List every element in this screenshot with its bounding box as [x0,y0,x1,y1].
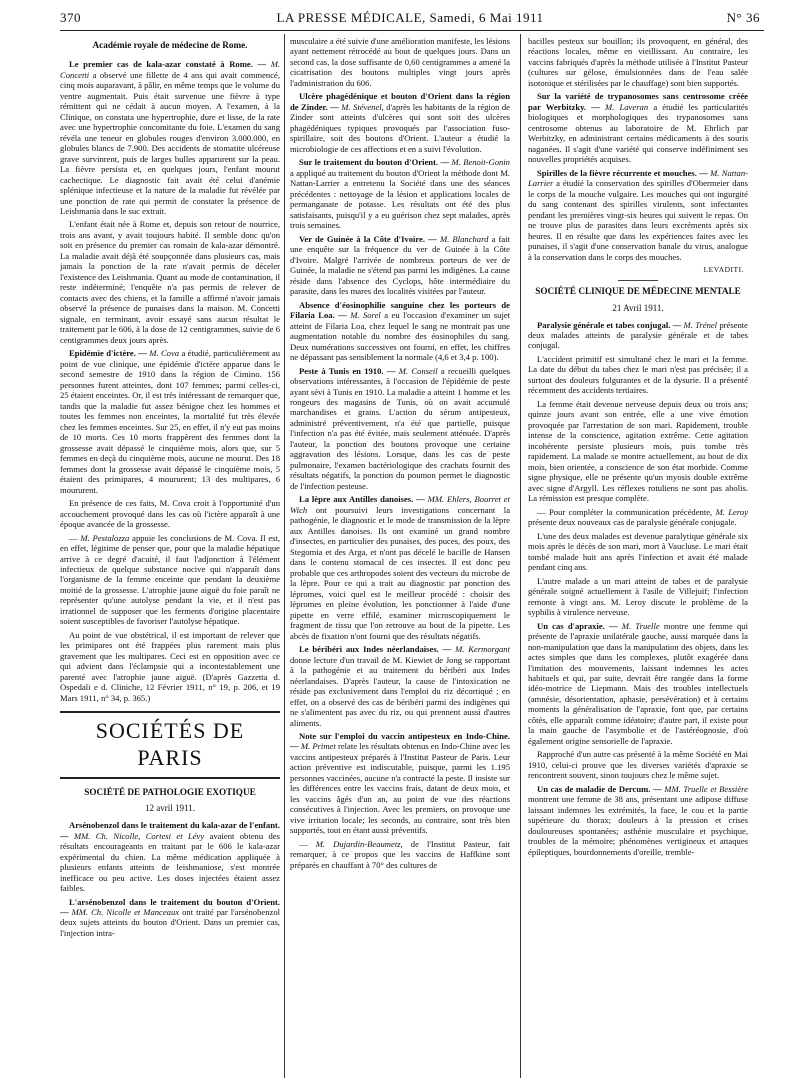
article-title: Un cas de maladie de Dercum. — [537,783,662,794]
article-title: Epidémie d'ictère. — [69,348,147,359]
session-date: 21 Avril 1911. [612,302,664,313]
signature: LEVADITI. [703,265,744,275]
article-author: M. Truelle [621,620,660,631]
article-author: MM. Ehlers, Bourret et Wich [290,494,510,515]
article-author: M. Pestalozza [80,532,130,543]
article-paralysie [528,320,748,351]
article-title: Peste à Tunis en 1910. — [299,365,396,376]
article-leroy [528,507,748,528]
article-title: Le béribéri aux Indes néerlandaises. — [299,644,452,655]
article-dujardin: — M. Dujardin-Beaumetz, de l'Institut Pasteur, fait remarquer, à ce propos que les vaccins de Haffkine sont préparés en chauffant à 70° des cultures de [290,838,510,870]
article-arsenobenzol [60,820,280,893]
article-author: M. Trénel [683,319,718,330]
column-2 [290,36,510,1076]
article-author: M. Laveran [605,101,649,112]
article-kala-azar [60,59,280,216]
article-title: Absence d'éosinophilie sanguine chez les porteurs de Filaria Loa. — [290,299,510,321]
article-author: M. Nattan-Larrier [528,167,748,189]
article-title: L'arsénobenzol dans le traitement du bouton d'Orient. — [60,896,280,917]
article-body: d'après les habitants de la région de Zinder sont atteints d'ulcères qui sont soit des ulcères phagédéniques typiques provoqués par l'association fuso-spirillaire, soit des boutons d'Orient. L'auteur a étudié la microbiologie de ces affections et en a suivi l'évolution. [290,101,510,154]
journal-title: LA PRESSE MÉDICALE, Samedi, 6 Mai 1911 [276,10,544,25]
societes-heading: SOCIÉTÉS DE PARIS [95,718,245,771]
article-body: a étudié, particulièrement au point de vue clinique, une épidémie d'ictère apparue dans le second semestre de 1910 dans la région de Cimino. 156 personnes furent atteintes, dont 107 femmes; parmi celles-ci, 25 étaient enceintes. Or, il est très intéressant de remarquer que, tandis que la maladie fut assez bénigne chez les hommes et toutes les femmes non enceintes, la mortalité fut très élevée chez les femmes enceintes. Sur 25, en effet, il n'y eut pas moins de 10 morts. Ces 10 morts frappèrent des femmes dont la grossesse avait dépassé le cinquième mois, alors que, sur 5 femmes en deçà du cinquième mois, aucune ne mourut. Des 18 femmes dont la grossesse avait dépassé le cinquième mois, 5 étaient des primipares, 4 moururent; 13 des multipares, 6 moururent. [60,348,280,495]
article-intro: — Pour compléter la communication précédente, [537,506,713,517]
article-title: La lèpre aux Antilles danoises. — [299,494,425,505]
article-author: MM. Truelle et Bessière [664,783,748,794]
article-title: Arsénobenzol dans le traitement du kala-azar de l'enfant. — [60,820,280,841]
header-rule [60,30,764,31]
article-title: Ver de Guinée à la Côte d'Ivoire. — [299,233,437,244]
article-author: M. Concetti [60,59,280,80]
article-author: M. Sorel [350,310,381,321]
article-title: Sur le traitement du bouton d'Orient. — [299,157,450,168]
article-body: a fait une enquête sur la fréquence du ver de Guinée à la Côte d'Ivoire. Malgré l'arrivée de nombreux porteurs de ver de Guinée, la maladie ne s'étend pas parmi les indigènes. La cause réside dans l'absence des Cyclops, hôte intermédiaire du parasite, dans les mares des localités visitées par l'auteur. [290,233,510,297]
article-body: montrent une femme de 38 ans, présentant une adipose diffuse laissant indemnes les extrémités, la face, le cou et la partie supérieure du thorax; douleurs à la pression et crises douloureuses spontanées; asthénie musculaire et psychique, troubles de la mémoire; phénomènes vertigineux et attaques épileptiques, bourdonnements d'oreille, tremble- [528,794,748,857]
article-body: de l'Institut Pasteur, fait remarquer, à ce propos que les vaccins de Haffkine sont préparés en chauffant à 70° des cultures de [290,838,510,870]
paragraph: L'accident primitif est simultané chez le mari et la femme. La date du début du tabes chez le mari n'est pas précisée; il a surtout des douleurs fulgurantes et de la dysurie. Il a présenté récemment des accidents tertiaires. [528,353,748,396]
article-author: MM. Ch. Nicolle et Manceaux [71,907,180,917]
paragraph: L'autre malade a un mari atteint de tabes et de paralysie générale soigné actuellement à l'asile de Villejuif; l'infection remonte à vingt ans. M. Leroy discute le problème de la syphilis à virulence nerveuse. [528,575,748,618]
society-title-pathology: SOCIÉTÉ DE PATHOLOGIE EXOTIQUE [84,786,256,797]
article-eosinophilie [290,300,510,363]
paragraph: L'enfant était née à Rome et, depuis son retour de nourrice, trois ans avant, y avait toujours habité. Il semble donc qu'on soit en présence du premier cas romain de kala-azar démontré. La maladie avait déjà été soupçonnée dans plusieurs cas, mais jamais la ponction de la rate n'avait permis de déceler l'existence des Leishmania. Quant au mode de contamination, il reste indéterminé; l'enquête n'a pas permis de relever de contacts avec des chiens, et la famille a affirmé n'avoir jamais observé la présence de punaises dans la maison. M. Concetti signale, en terminant, avoir essayé sans aucun résultat le traitement par le 606, à la dose de 12 centigrammes, suivie de 6 centigrammes deux jours après. [60,219,280,345]
societes-rule-top [60,711,280,713]
article-spirilles [528,168,748,262]
article-lepre [290,494,510,641]
article-body: présente deux nouveaux cas de paralysie générale conjugale. [528,517,737,528]
column-divider-1 [284,34,285,1078]
article-body: a appliqué au traitement du bouton d'Orient la méthode dont M. Nattan-Larrier a entretenu la Société dans une des séances précédentes : nettoyage de la lésion et applications locales de permanganate de potasse. Les résultats ont été des plus satisfaisants, puisqu'il y a eu guérison chez sept malades, après trois semaines. [290,167,510,231]
issue-number: N° 36 [726,10,760,25]
column-3 [528,36,748,1076]
article-apraxie [528,621,748,747]
column-1 [60,36,280,1076]
article-body: a étudié les particularités biologiques et morphologiques des trypanosomes sans centrosome obtenus au laboratoire de M. Ehrlich par Werbitzky, en administrant certains médicaments à des souris naganées. Il s'agit d'une variété qui conserve indéfiniment ses nouvelles propriétés acquises. [528,101,748,165]
article-body: a étudié la conservation des spirilles d'Obermeier dans le corps de la mouche vulgaire. Les mouches qui ont ingurgité du sang contenant des spirilles virulents, sont infectantes pendant les premières vingt-six heures qui suivent le repas. On ne trouve plus de parasites dans leurs excréments après six heures. Il en résulte que dans les expériences faites avec les punaises, il s'agit d'une conservation banale du virus, analogue à la conservation dans le corps des mouches. [528,178,748,262]
article-title: Sur la variété de trypanosomes sans centrosome créée par Werbitzky. — [528,91,748,112]
article-author: M. Benoit-Gonin [451,157,510,168]
paragraph: En présence de ces faits, M. Cova croit à l'opportunité d'un accouchement provoqué dans les cas où l'ictère apparaît à une époque avancée de la grossesse. [60,498,280,530]
article-arsenobenzol-bouton [60,897,280,939]
article-ulcere: Ulcère phagédénique et bouton d'Orient dans la région de Zinder. — M. Stévenel, d'après les habitants de la région de Zinder sont atteints d'ulcères qui sont soit des ulcères phagédéniques typiques provoqués par l'association fuso-spirillaire, soit des boutons d'Orient. L'auteur a étudié la microbiologie de ces affections et en a suivi l'évolution. [290,91,510,154]
article-body: a eu l'occasion d'examiner un sujet atteint de Filaria Loa, chez lequel le sang ne montrait pas une augmentation notable du nombre des éosinophiles du sang. Deux numérations successives ont fourni, en effet, les chiffres ne dépassant pas sensiblement la normale (4,6 et 3,4 p. 100). [290,310,510,363]
article-title: Le premier cas de kala-azar constaté à Rome. — [69,59,267,70]
article-author: M. Kermorgant [455,644,510,655]
societes-rule-bottom [60,777,280,779]
article-ictere [60,348,280,495]
paragraph: L'une des deux malades est devenue paralytique générale six mois après le décès de son mari, mort à Vaucluse. Le mari était tombé malade huit ans après l'infection et avait été malade pendant cinq ans. [528,530,748,573]
section-title-academy: Académie royale de médecine de Rome. [92,40,248,50]
article-body: présente deux malades atteints de paralysie générale et de tabes conjugal. [528,319,748,351]
article-peste [290,366,510,492]
article-body: donne lecture d'un travail de M. Kiewiet de Jong se rapportant à la pathogénie et au traitement du béribéri aux Indes néerlandaises. D'après l'auteur, la cause de l'intoxication ne réside pas exclusivement dans l'emploi du riz décortiqué ; en effet, on a observé des cas de béribéri parmi des indigènes qui ne s'alimentent pas avec du riz, ou qui prennent aussi d'autres aliments. [290,654,510,728]
paragraph: Rapproché d'un autre cas présenté à la même Société en Mai 1910, celui-ci prouve que les diverses variétés d'apraxie se rencontrent souvent, sinon toujours chez le même sujet. [528,749,748,781]
article-traitement [290,157,510,230]
divider [618,280,658,281]
article-body: a observé une fillette de 4 ans qui avait commencé, cinq mois auparavant, à pâlir, en même temps que le volume du ventre augmentait. Puis était survenue une fièvre à type rémittent qui ne cédait à aucun moyen. A l'examen, à la Clinique, on constata une hypertrophie, dure et lisse, de la rate avec une hypertrophie concomitante du foie. L'examen du sang révéla une teneur en globules rouges d'environ 3.000.000, en globules blancs de 7.900. Des accidents de stomatite ulcéreuse grave survinrent, puis de larges bulles apparurent sur la peau. La fièvre persista et, en quelques jours, l'enfant mourut cachectique. Le diagnostic fait avait été celui d'anémie splénique infectieuse et la nature de la maladie fut révélée par une ponction de rate qui permit de constater la présence de Leishmania dans le suc extrait. [60,69,280,216]
article-body: relate les résultats obtenus en Indo-Chine avec les vaccins antipesteux préparés à l'Institut Pasteur de Paris. Leur action préventive est indiscutable, puisque, parmi les 1.195 personnes vaccinées, aucune n'a contracté la peste. Il insiste sur les différences entre les vaccins frais, datant de deux mois, et les vaccins âgés d'un an, au point de vue des réactions consécutives à l'injection. Avec les premiers, on provoque une vive irritation locale; les seconds, au contraire, sont très bien supportés, tout en étant aussi préventifs. [290,741,510,836]
column-divider-2 [520,34,521,1078]
article-pestalozza: — M. Pestalozza appuie les conclusions de M. Cova. Il est, en effet, légitime de penser que, pour que la maladie hépatique arrive à ce degré d'acuité, il faut l'adjonction à l'élément infectieux de quelque substance nocive qui n'apparaît dans l'organisme de la femme enceinte que pendant la deuxième moitié de la grossesse. L'atrophie jaune aiguë du foie paraît ne représenter qu'une autolyse pendant la vie, et il n'est pas irrationnel de supposer que les ferments d'origine placentaire soient susceptibles de favoriser l'autolyse hépatique. [60,532,280,627]
article-title: Ulcère phagédénique et bouton d'Orient dans la région de Zinder. — [290,91,510,112]
article-author: M. Dujardin-Beaumetz [315,838,401,849]
article-author: MM. Ch. Nicolle, Cortesi et Lévy [73,830,205,841]
article-body: a recueilli quelques observations intéressantes, à l'occasion de l'épidémie de peste ayant sévi à Tunis en 1910. La maladie a atteint 1 homme et les rongeurs des magasins de Tunis, où on avait accumulé marchandises et grains. L'action du sérum antipesteux, administré préventivement, n'a été que partielle, puisque l'infection n'a pas été évitée, mais seulement atténuée. D'après l'auteur, la ponction des boutons provoque une certaine aggravation des lésions. Lorsque, dans les cas de peste pulmonaire, l'examen bactériologique des crachats fournit des résultats négatifs, la ponction du poumon permet le diagnostic de l'infection pesteuse. [290,365,510,491]
article-title: Spirilles de la fièvre récurrente et mouches. — [537,167,708,178]
article-author: M. Leroy [715,506,748,517]
article-body: montre une femme qui présente de l'apraxie unilatérale gauche, aussi marquée dans la non-manipulation que dans la manipulation des objets, dans les actes simples que dans les complexes, plutôt exagérée dans l'imitation des mouvements, laissant indemnes les actes habituels et qui, par suite, devrait être rangée dans la forme idéo-motrice de Liepmann. Mais des troubles intellectuels (amnésie, désorientation, aphasie, persévération) et à certains moments la généralisation de l'apraxie, font que, par certains côtés, elle apparaît comme idéatoire; d'autre part, il existe pour la main gauche de l'asymbolie et de l'astéréognosie, d'où également origine sensorielle de l'apraxie. [528,620,748,746]
article-body: appuie les conclusions de M. Cova. Il est, en effet, légitime de penser que, pour que la maladie hépatique arrive à ce degré d'acuité, il faut l'adjonction à l'élément infectieux de quelque substance nocive qui n'apparaît dans l'organisme de la femme enceinte que pendant la deuxième moitié de la grossesse. L'atrophie jaune aiguë du foie paraît ne représenter qu'une autolyse pendant la vie, et il n'est pas irrationnel de supposer que les ferments d'origine placentaire soient susceptibles de favoriser l'autolyse hépatique. [60,532,280,627]
article-vaccin [290,731,510,836]
page-number: 370 [60,10,81,25]
article-beriberi [290,644,510,728]
paragraph: La femme était devenue nerveuse depuis deux ou trois ans; quinze jours avant son entrée, elle a une vive émotion provoquée par l'arrestation de son mari. Rapidement, trouble intense de la conscience, agitation extrême. Cette agitation incohérente persiste plusieurs mois, puis tombe très rapidement. La malade se montre actuellement, au bout de dix mois, bien orientée, a conscience de son état morbide. Comme signe physique, elle ne présente qu'un myosis double extrême avec signe d'Argyll. Les réflexes rotuliens ne sont pas abolis. La rémission est presque complète. [528,398,748,504]
article-title: Note sur l'emploi du vaccin antipesteux en Indo-Chine. — [290,731,510,752]
article-author: M. Blanchard [439,233,489,244]
article-author: M. Cova [149,348,180,359]
article-body: ont traité par l'arsénobenzol deux sujets atteints du bouton d'Orient. Dans un premier cas, l'injection intra- [60,907,280,938]
society-title-mental: SOCIÉTÉ CLINIQUE DE MÉDECINE MENTALE [535,286,741,297]
paragraph-continued: musculaire a été suivie d'une amélioration manifeste, les lésions ayant nettement rétrocédé au bout de quelques jours. Dans un second cas, la dose suffisante de 0,60 centigrammes a amené la cicatrisation des boutons multiples vingt jours après l'administration du 606. [290,36,510,88]
page-header [60,10,760,30]
article-guinee [290,234,510,297]
article-author: M. Conseil [398,365,438,376]
paragraph: Au point de vue obstétrical, il est important de relever que les primipares ont été frappées plus rarement mais plus gravement que les multipares. Ceci est en opposition avec ce qui advient dans l'éclampsie qui a incontestablement une parenté avec l'atrophie jaune aiguë. (D'après Gazzetta d. Ospedali e d. Cliniche, 12 Février 1911, n° 19, p. 206, et 19 Mars 1911, n° 34, p. 365.) [60,629,280,703]
article-body: ont poursuivi leurs investigations concernant la pathogénie, le diagnostic et le mode de transmission de la lèpre aux Antilles danoises. Ils ont examiné un grand nombre d'insectes, en particulier des punaises, des puces, des poux, des Stegomia et des Arga, et n'ont pas décelé le bacille de Hansen dans le contenu stomacal de ces insectes. Il est donc peu probable que ces arthropodes soient des vecteurs du microbe de la lèpre. Pour ce qui a trait au diagnostic par ponction des lépromes, voici quel est le meilleur procédé : choisir des lépromes en pleine évolution, les ponctionner à l'aide d'une pipette en verre effilé, examiner microscopiquement le fragment de tissu que l'on retrouve au bout de la pipette. Les abcès de fixation n'ont fourni que des résultats négatifs. [290,504,510,641]
article-author: M. Stévenel [341,101,382,112]
article-trypanosomes [528,91,748,164]
article-title: Un cas d'apraxie. — [537,620,618,631]
article-author: M. Primet [300,741,336,752]
article-dercum [528,784,748,857]
session-date: 12 avril 1911. [145,803,195,814]
paragraph-continued: bacilles pesteux sur bouillon; ils provoquent, en général, des réactions locales, même en vieillissant. Au contraire, les vaccins fabriqués d'après la méthode utilisée à l'Institut Pasteur (cultures sur gélose, émulsionnées dans de l'eau salée isotonique et stérilisées par le chauffage) sont bien supportés. [528,36,748,88]
article-title: Paralysie générale et tabes conjugal. — [537,319,682,330]
article-body: avaient obtenu des résultats encourageants en traitant par le 606 le kala-azar expérimental du chien. La même médication appliquée à plusieurs enfants atteints de leishmaniose, s'est montrée inefficace ou peu active. Les doses injectées étaient assez faibles. [60,830,280,894]
